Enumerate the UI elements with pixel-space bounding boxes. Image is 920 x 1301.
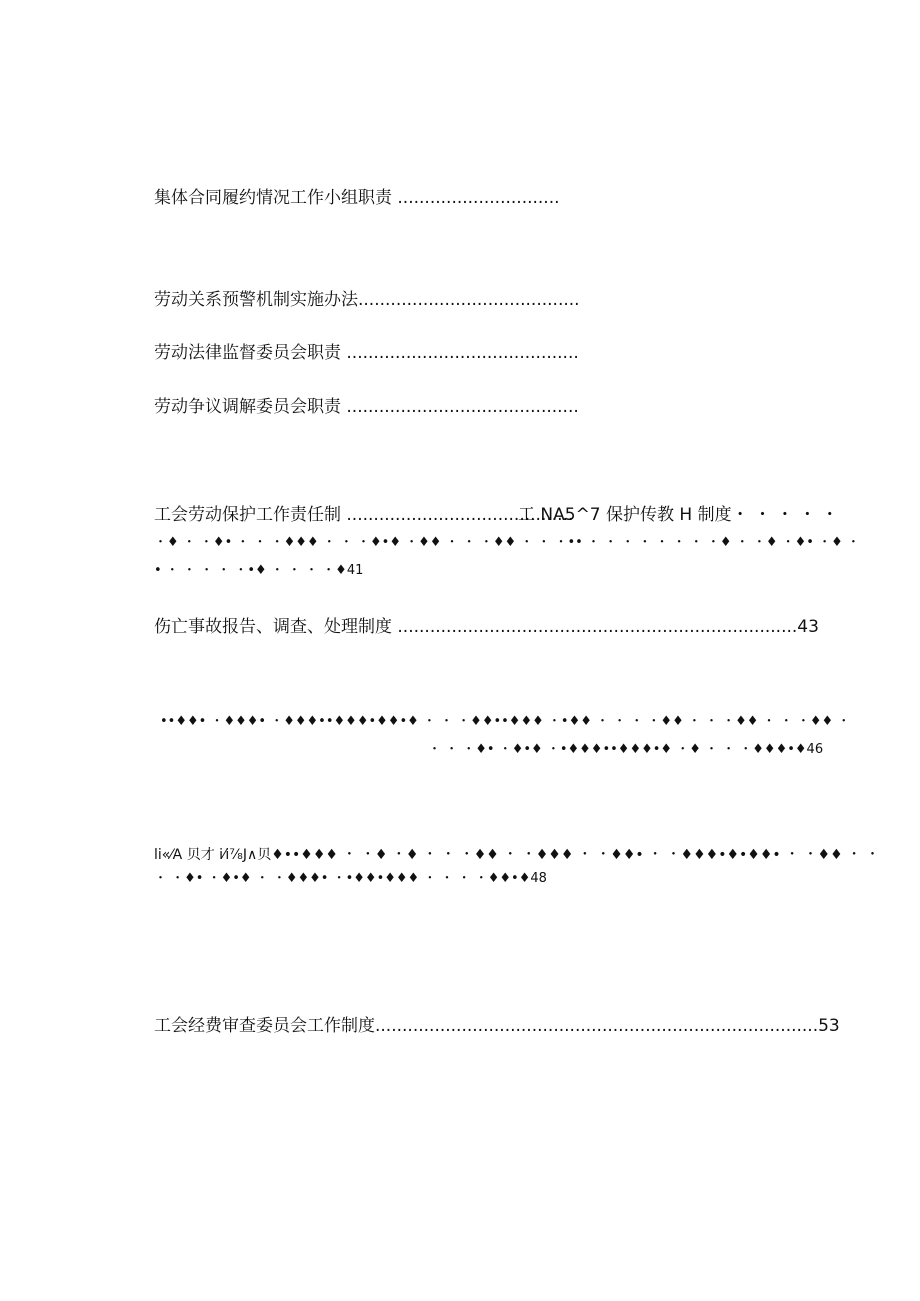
toc-entry-accident-report[interactable]: 伤亡事故报告、调查、处理制度 ..........................................................................43 [154,617,819,637]
toc-entry-labor-warning[interactable]: 劳动关系预警机制实施办法......................................... [154,290,580,310]
toc-entry-labor-law-supervision[interactable]: 劳动法律监督委员会职责 ........................................... [154,343,579,363]
toc-entry-dots-46[interactable]: ••♦♦• ・♦♦♦• ・♦♦♦••♦♦♦•♦♦•♦ ・ ・ ・♦♦••♦♦♦ ・•♦♦ ・ ・ ・ ・♦♦ ・ ・ ・♦♦ ・ ・ ・♦♦ ・ ・ ・ ・♦• ・♦•♦ ・•♦♦♦••♦♦♦•♦ ・♦ ・ ・ ・♦♦♦•♦46 [160,714,851,757]
toc-entry-collective-contract[interactable]: 集体合同履约情况工作小组职责 .............................. [154,188,560,208]
toc-entry-fund-review[interactable]: 工会经费审查委员会工作制度..................................................................................53 [154,1016,840,1036]
toc-entry-garbled-48[interactable]: li«⁄A 贝才 i⁄i⅞J∧贝♦••♦♦♦ ・ ・♦ ・♦ ・ ・ ・♦♦ ・ ・♦♦♦ ・ ・♦♦• ・ ・♦♦♦•♦•♦♦• ・ ・♦♦ ・ ・ ・ ・♦• ・♦•♦ ・ ・♦♦♦• ・•♦♦•♦♦♦ ・ ・ ・ ・♦♦•♦48 [154,847,880,886]
toc-entry-labor-dispute[interactable]: 劳动争议调解委员会职责 ........................................... [154,397,579,417]
toc-entry-labor-protection[interactable]: 工会劳动保护工作责任制 .......................................... 工 NA5^7 保护传教 H 制度・ ・ ・ ・ ・ ・♦ ・ ・♦• ・ ・ ・♦♦♦ ・ ・ ・♦•♦ ・♦♦ ・ ・ ・♦♦ ・ ・ ・•• ・ ・ ・ ・ ・ ・ ・ ・♦ ・ ・♦ ・♦• ・♦ ・ • ・ ・ ・ ・ ・•♦ ・ ・ ・ ・♦41 [154,505,860,578]
